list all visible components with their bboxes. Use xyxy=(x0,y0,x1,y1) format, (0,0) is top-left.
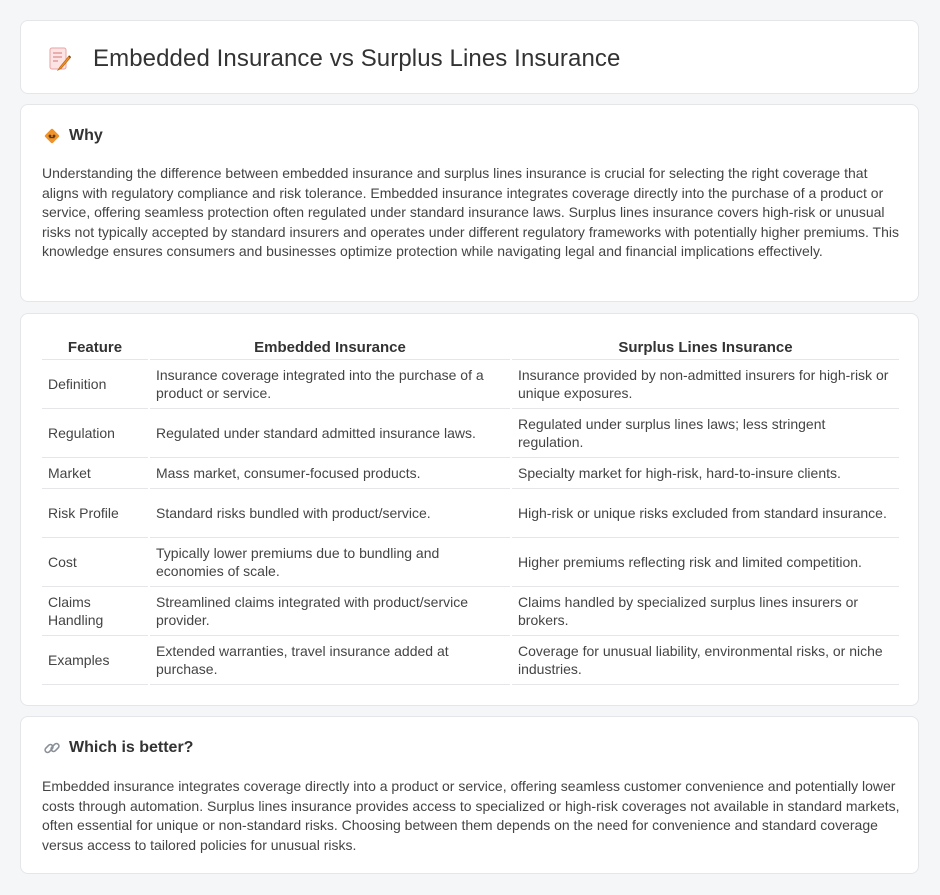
table-row xyxy=(42,537,899,586)
row-feature: Cost xyxy=(42,537,149,586)
link-icon xyxy=(43,739,61,757)
table-row xyxy=(42,457,899,488)
row-embedded: Mass market, consumer-focused products. xyxy=(149,457,511,488)
why-body: Understanding the difference between embedded insurance and surplus lines insurance is crucial for selecting the right coverage that aligns with regulatory compliance and risk tolerance. Embedded insurance integrates coverage directly into the purchase of a product or service, offering seamless protection often regulated under standard insurance laws. Surplus lines insurance covers high-risk or unusual risks not typically accepted by standard insurers and operates under different regulatory frameworks with potentially higher premiums. This knowledge ensures consumers and businesses optimize protection while navigating legal and financial implications effectively. xyxy=(42,165,900,259)
row-feature: Market xyxy=(42,457,149,488)
why-section xyxy=(20,104,919,302)
comparison-table xyxy=(42,334,899,685)
row-surplus: Coverage for unusual liability, environmental risks, or niche industries. xyxy=(511,635,899,684)
diamond-sign-icon xyxy=(43,127,61,145)
row-embedded: Extended warranties, travel insurance added at purchase. xyxy=(149,635,511,684)
table-row xyxy=(42,488,899,537)
row-surplus: High-risk or unique risks excluded from standard insurance. xyxy=(511,488,899,537)
row-feature: Risk Profile xyxy=(42,488,149,537)
row-embedded: Typically lower premiums due to bundling and economies of scale. xyxy=(149,537,511,586)
better-heading: Which is better? xyxy=(69,739,194,756)
title-row xyxy=(47,45,620,73)
better-heading-row xyxy=(43,739,193,757)
row-embedded: Standard risks bundled with product/service. xyxy=(149,488,511,537)
row-surplus: Claims handled by specialized surplus lines insurers or brokers. xyxy=(511,586,899,635)
document-pencil-icon xyxy=(47,46,73,72)
title-card xyxy=(20,20,919,94)
better-body: Embedded insurance integrates coverage directly into a product or service, offering seamless customer convenience and potentially lower costs through automation. Surplus lines insurance provides access to specialized or high-risk coverages not available in standard markets, often essential for unique or non-standard risks. Choosing between them depends on the need for convenience and standard coverage versus access to tailored policies for unusual risks. xyxy=(42,778,900,853)
table-row xyxy=(42,635,899,684)
comparison-section xyxy=(20,313,919,706)
table-row xyxy=(42,586,899,635)
row-embedded: Streamlined claims integrated with product/service provider. xyxy=(149,586,511,635)
table-row xyxy=(42,359,899,408)
table-header-row xyxy=(42,334,899,359)
header-surplus: Surplus Lines Insurance xyxy=(511,334,899,359)
row-surplus: Higher premiums reflecting risk and limited competition. xyxy=(511,537,899,586)
row-feature: Regulation xyxy=(42,408,149,457)
row-embedded: Regulated under standard admitted insurance laws. xyxy=(149,408,511,457)
page-title: Embedded Insurance vs Surplus Lines Insurance xyxy=(93,45,621,72)
table-row xyxy=(42,408,899,457)
why-heading: Why xyxy=(69,127,103,144)
header-embedded: Embedded Insurance xyxy=(149,334,511,359)
which-better-section xyxy=(20,716,919,874)
row-surplus: Specialty market for high-risk, hard-to-insure clients. xyxy=(511,457,899,488)
row-feature: Definition xyxy=(42,359,149,408)
header-feature: Feature xyxy=(42,334,149,359)
row-surplus: Regulated under surplus lines laws; less stringent regulation. xyxy=(511,408,899,457)
why-heading-row xyxy=(43,127,103,145)
row-feature: Claims Handling xyxy=(42,586,149,635)
row-embedded: Insurance coverage integrated into the purchase of a product or service. xyxy=(149,359,511,408)
row-feature: Examples xyxy=(42,635,149,684)
row-surplus: Insurance provided by non-admitted insurers for high-risk or unique exposures. xyxy=(511,359,899,408)
